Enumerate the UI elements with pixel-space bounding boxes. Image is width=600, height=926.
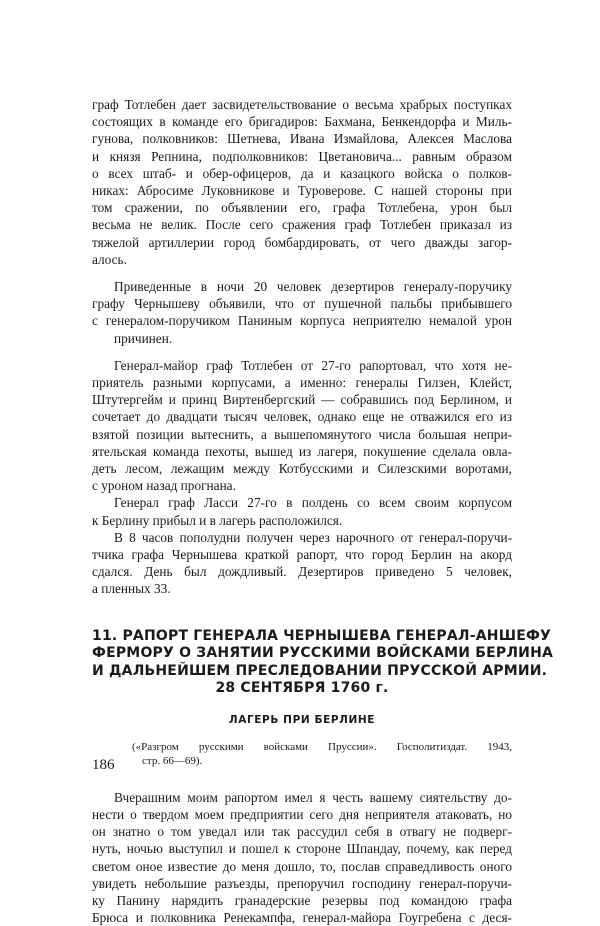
text-line: нуть, ночью выступил и пошел к стороне Шпандау, почему, как перед <box>92 841 512 857</box>
text-line: граф Тотлебен дает засвидетельствование о весьма храбрых поступках <box>92 97 512 112</box>
text-line: том сражении, по объявлении его, графа Тотлебена, урон был <box>92 200 512 216</box>
text-line: увидеть небольшие разъезды, препоручил господину генерал-поручи- <box>92 875 512 891</box>
text-line: никах: Абросиме Луковникове и Туроверове. С нашей стороны при <box>92 183 512 199</box>
text-line: алось. <box>92 251 127 267</box>
document-heading <box>92 627 554 698</box>
text-line: и князя Репнина, подполковников: Цветановича... равным образом <box>92 148 512 164</box>
text-line: тяжелой артиллерии город бомбардировать, от чего дважды загор- <box>92 234 512 250</box>
heading-line: И ДАЛЬНЕЙШЕМ ПРЕСЛЕДОВАНИИ ПРУССКОЙ АРМИИ. <box>92 662 548 679</box>
text-line: с генералом-поручиком Паниным корпуса неприятелю немалой урон <box>92 313 512 329</box>
text-line: светом оное известие до меня дошло, то, послав справедливость оного <box>92 858 512 874</box>
text-line: ку Панину нарядить гранадерские резервы под командою графа <box>92 892 512 908</box>
text-line: деть лесом, лежащим между Котбусскими и Силезскими воротами, <box>92 461 512 477</box>
text-line: о всех штаб- и обер-офицеров, да и казацкого войска о полков- <box>92 165 512 181</box>
text-line: а пленных 33. <box>92 581 171 597</box>
text-line: Штутергейм и принц Виртенбергский — собравшись под Берлином, и <box>92 392 512 408</box>
text-line: Приведенные в ночи 20 человек дезертиров генералу-поручику <box>114 279 512 295</box>
text-line: приятель разными корпусами, а именно: генералы Гилзен, Клейст, <box>92 375 512 391</box>
text-line: сдался. День был дождливый. Дезертиров приведено 5 человек, <box>92 564 512 580</box>
text-line: причинен. <box>114 330 173 346</box>
text-line: графу Чернышеву объявили, что от пушечной пальбы прибывшего <box>92 296 512 312</box>
heading-line: 28 СЕНТЯБРЯ 1760 г. <box>215 680 389 697</box>
document-subheading: ЛАГЕРЬ ПРИ БЕРЛИНЕ <box>228 713 376 726</box>
source-citation <box>132 740 512 769</box>
text-line: гунова, полковников: Шетнева, Ивана Измайлова, Алексея Маслова <box>92 131 512 147</box>
text-line: он знатно о том уведал или так рассудил себя в отвагу не подверг- <box>92 824 512 840</box>
text-line: весьма не велик. После сего сражения граф Тотлебен приказал из <box>92 217 512 233</box>
text-line: тчика графа Чернышева краткой рапорт, что город Берлин на акорд <box>92 547 512 563</box>
paragraph-1 <box>92 96 512 268</box>
heading-line: ФЕРМОРУ О ЗАНЯТИИ РУССКИМИ ВОЙСКАМИ БЕРЛИНА <box>92 645 554 662</box>
paragraph-2 <box>92 278 512 347</box>
page-number: 186 <box>92 757 115 773</box>
paragraph-6 <box>92 789 512 926</box>
text-line: ятельская команда пехоты, вышед из лагеря, покушение сделала овла- <box>92 443 512 459</box>
text-line: сочетает до двадцати тысяч человек, однако еще не отважился его из <box>92 409 512 425</box>
text-line: Генерал граф Ласси 27-го в полдень со всем своим корпусом <box>114 495 512 511</box>
paragraph-4 <box>92 494 512 528</box>
heading-line: 11. РАПОРТ ГЕНЕРАЛА ЧЕРНЫШЕВА ГЕНЕРАЛ-АНШЕФУ <box>92 627 552 644</box>
text-line: нести о твердом моем предприятии сего дня неприятеля атаковать, но <box>92 806 512 822</box>
text-line: взятой позиции вытеснить, а вышепомянутого числа большая непри- <box>92 426 512 442</box>
paragraph-3 <box>92 357 512 495</box>
text-line: В 8 часов пополудни получен через нарочного от генерал-поручи- <box>114 529 512 545</box>
text-line: Вчерашним моим рапортом имел я честь вашему сиятельству до- <box>114 789 512 805</box>
paragraph-5 <box>92 529 512 598</box>
text-line: Брюса и полковника Ренекампфа, генерал-майора Гоугребена с деся- <box>92 910 512 926</box>
citation-line: («Разгром русскими войсками Пруссии». Госполитиздат. 1943, <box>132 740 512 753</box>
citation-line: стр. 66—69). <box>142 755 203 768</box>
text-line: Генерал-майор граф Тотлебен от 27-го рапортовал, что хотя не- <box>114 357 512 373</box>
page-content <box>92 96 554 926</box>
text-line: состоящих в команде его бригадиров: Бахмана, Бенкендорфа и Миль- <box>92 114 512 130</box>
text-line: с уроном назад прогнана. <box>92 478 236 494</box>
text-line: к Берлину прибыл и в лагерь расположился. <box>92 512 343 528</box>
